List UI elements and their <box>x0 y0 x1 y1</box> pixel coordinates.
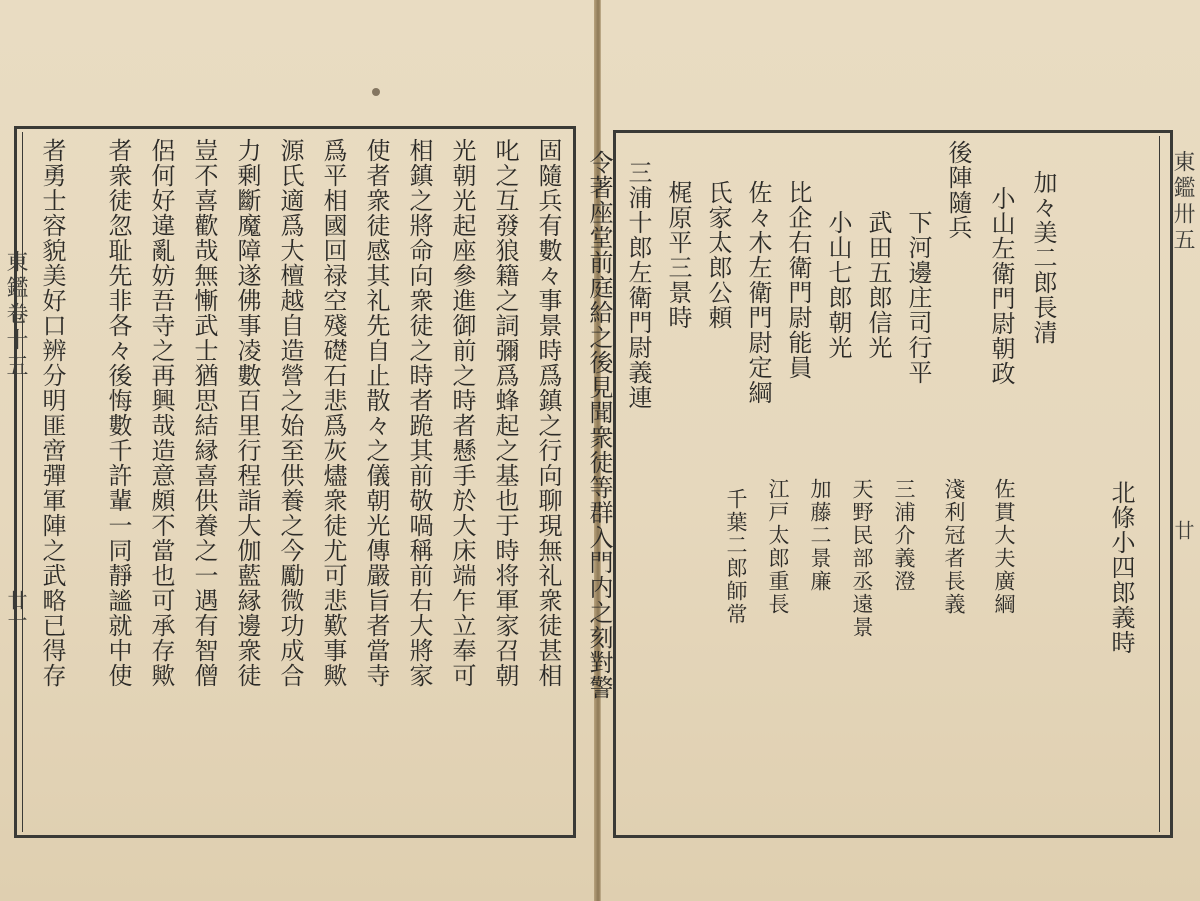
right-entry-miura10: 三浦十郎左衛門尉義連 <box>624 160 652 410</box>
right-entry-hiki: 比企右衛門尉能員 <box>784 180 812 380</box>
left-inner-rule <box>22 132 23 832</box>
left-column-3: 光朝光起座參進御前之時者懸手於大床端乍立奉可 <box>448 138 476 688</box>
left-column-4: 相鎮之將命向衆徒之時者跪其前敬喎稱前右大將家 <box>405 138 433 688</box>
right-entry-shimokobe: 下河邊庄司行平 <box>904 210 932 385</box>
left-column-10: 侶何好違亂妨吾寺之再興哉造意頗不當也可承存歟 <box>147 138 175 688</box>
right-entry-sanuki: 佐貫大夫廣綱 <box>992 478 1016 616</box>
left-edge-title: 東鑑卷十五 <box>3 250 28 380</box>
left-column-2: 叱之互發狼籍之詞彌爲蜂起之基也于時将軍家召朝 <box>491 138 519 688</box>
ink-smudge <box>372 88 380 96</box>
right-entry-last: 令著座堂前庭給之後見聞衆徒等群入門内之刻對警 <box>585 150 613 700</box>
left-column-5: 使者衆徒感其礼先自止散々之儀朝光傳嚴旨者當寺 <box>362 138 390 688</box>
right-entry-sasaki: 佐々木左衛門尉定綱 <box>744 180 772 405</box>
left-page <box>0 0 597 901</box>
right-edge-title: 東鑑卅五 <box>1170 150 1195 254</box>
left-column-6: 爲平相國回禄空殘礎石悲爲灰燼衆徒尤可悲歎事歟 <box>319 138 347 688</box>
right-entry-amano: 天野民部丞遠景 <box>850 478 874 639</box>
right-entry-miura-suke: 三浦介義澄 <box>892 478 916 593</box>
right-folio: 廿 <box>1171 520 1195 540</box>
right-entry-chiba: 千葉二郎師常 <box>724 488 748 626</box>
left-column-12: 者勇士容貌美好口辨分明匪啻彈軍陣之武略已得存 <box>38 138 66 688</box>
right-entry-kajiwara: 梶原平三景時 <box>664 180 692 330</box>
right-entry-kagami: 加々美二郎長清 <box>1029 170 1057 345</box>
left-folio: 廿一 <box>4 590 28 630</box>
right-entry-hojo: 北條小四郎義時 <box>1107 480 1135 655</box>
right-entry-oyama7: 小山七郎朝光 <box>824 210 852 360</box>
right-entry-ujiie: 氏家太郎公頼 <box>704 180 732 330</box>
right-page <box>585 0 1200 901</box>
right-entry-asari: 淺利冠者長義 <box>942 478 966 616</box>
left-column-9: 豈不喜歡哉無慚武士猶思結縁喜供養之一遇有智僧 <box>190 138 218 688</box>
right-entry-oyama: 小山左衛門尉朝政 <box>987 186 1015 386</box>
right-inner-rule <box>1159 136 1160 832</box>
right-heading-gojin: 後陣隨兵 <box>944 140 972 240</box>
left-column-11: 者衆徒忽耻先非各々後悔數千許輩一同靜謐就中使 <box>104 138 132 688</box>
left-column-7: 源氏適爲大檀越自造營之始至供養之今勵微功成合 <box>276 138 304 688</box>
left-column-1: 固隨兵有數々事景時爲鎮之行向聊現無礼衆徒甚相 <box>534 138 562 688</box>
right-entry-takeda: 武田五郎信光 <box>864 210 892 360</box>
left-column-8: 力剰斷魔障遂佛事凌數百里行程詣大伽藍縁邊衆徒 <box>233 138 261 688</box>
right-entry-edo: 江戸太郎重長 <box>766 478 790 616</box>
right-entry-kato: 加藤二景廉 <box>808 478 832 593</box>
